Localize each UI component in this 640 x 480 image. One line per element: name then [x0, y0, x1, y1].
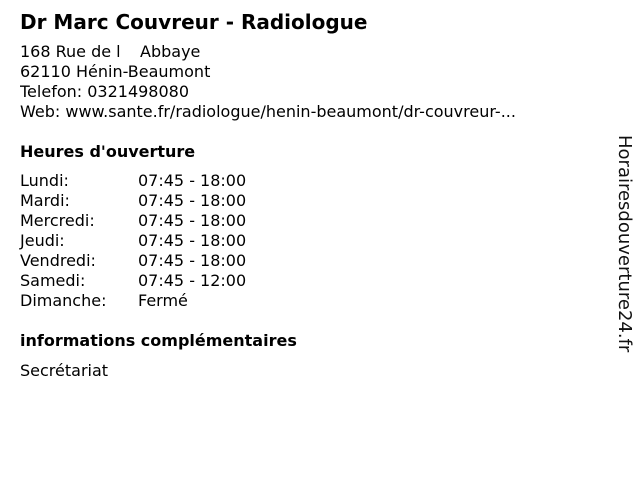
- hours-row-vendredi: [20, 251, 595, 271]
- additional-info-heading: informations complémentaires: [20, 331, 297, 350]
- additional-info-text: Secrétariat: [20, 361, 109, 380]
- opening-hours-list: [20, 171, 595, 311]
- time-value: 07:45 - 18:00: [138, 171, 247, 190]
- day-label: Lundi:: [20, 171, 69, 190]
- hours-row-jeudi: [20, 231, 595, 251]
- address-block: [20, 42, 595, 122]
- hours-row-dimanche: [20, 291, 595, 311]
- time-value: 07:45 - 18:00: [138, 231, 247, 250]
- website-link[interactable]: Web: www.sante.fr/radiologue/henin-beaumont/dr-couvreur-...: [20, 102, 516, 121]
- opening-hours-heading: Heures d'ouverture: [20, 142, 196, 161]
- day-label: Dimanche:: [20, 291, 107, 310]
- site-brand-watermark: Horairesdouverture24.fr: [614, 135, 635, 353]
- day-label: Mardi:: [20, 191, 70, 210]
- street-address: 168 Rue de lAbbaye: [20, 42, 201, 61]
- time-value: 07:45 - 12:00: [138, 271, 247, 290]
- hours-row-samedi: [20, 271, 595, 291]
- phone-number: Telefon: 0321498080: [20, 82, 190, 101]
- day-label: Mercredi:: [20, 211, 95, 230]
- day-label: Vendredi:: [20, 251, 96, 270]
- time-value: 07:45 - 18:00: [138, 251, 247, 270]
- time-value: 07:45 - 18:00: [138, 191, 247, 210]
- page-title: Dr Marc Couvreur - Radiologue: [20, 10, 368, 34]
- day-label: Jeudi:: [20, 231, 65, 250]
- city-address: 62110 Hénin-Beaumont: [20, 62, 211, 81]
- hours-row-lundi: [20, 171, 595, 191]
- time-value: 07:45 - 18:00: [138, 211, 247, 230]
- business-card: [20, 10, 595, 381]
- hours-row-mercredi: [20, 211, 595, 231]
- time-value: Fermé: [138, 291, 188, 310]
- day-label: Samedi:: [20, 271, 86, 290]
- hours-row-mardi: [20, 191, 595, 211]
